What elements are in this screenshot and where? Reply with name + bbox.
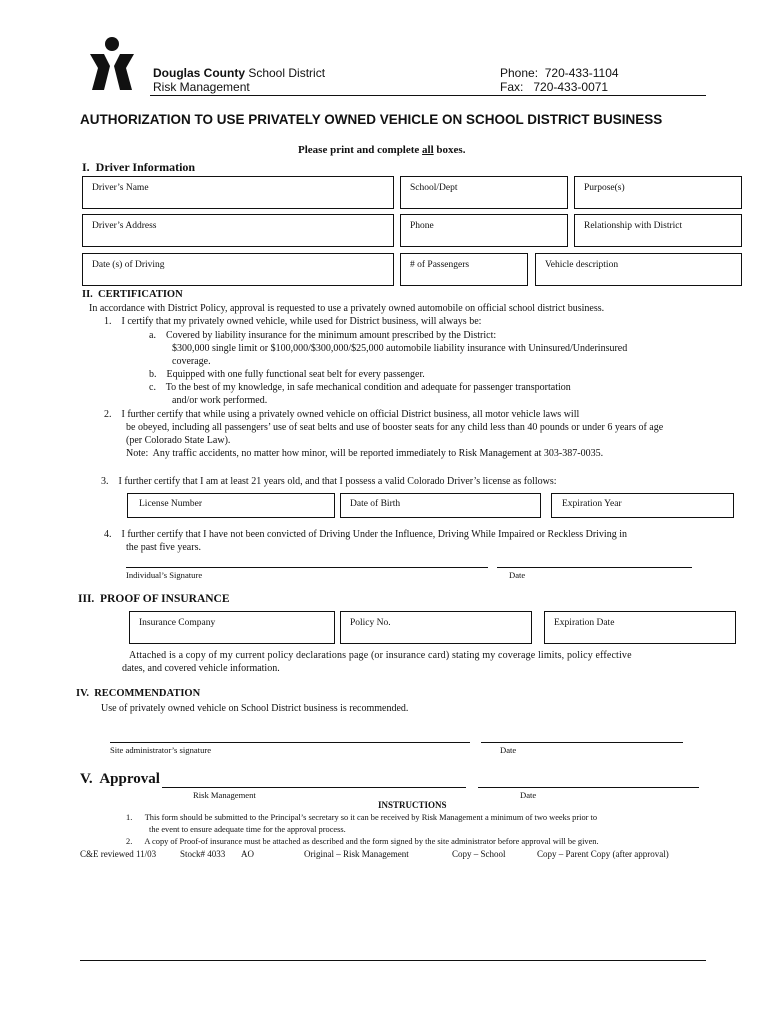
site-admin-signature-label: Site administrator’s signature [110,745,212,755]
insurance-attached-text: Attached is a copy of my current policy declarations page (or insurance card) stating my coverage limits, policy effective [129,650,632,661]
instruction-item-1: 1. This form should be submitted to the Principal’s secretary so it can be received by Risk Management a minimum of two weeks prior to [126,813,598,822]
insurance-company-field[interactable] [129,611,335,644]
form-title: AUTHORIZATION TO USE PRIVATELY OWNED VEHICLE ON SCHOOL DISTRICT BUSINESS [80,112,663,127]
form-instruction: Please print and complete all boxes. [298,144,466,156]
vehicle-description-label: Vehicle description [545,260,619,270]
drivers-address-label: Driver’s Address [92,221,157,231]
cert-item-1a-coverage: coverage. [172,356,211,367]
district-logo [86,36,138,92]
footer-copy-school: Copy – School [452,849,506,859]
purposes-field[interactable] [574,176,742,209]
header-rule [150,95,706,96]
cert-item-3: 3. I further certify that I am at least 21 years old, and that I possess a valid Colorado Driver’s license as follows: [101,476,557,487]
expiration-date-field[interactable] [544,611,736,644]
drivers-name-label: Driver’s Name [92,183,149,193]
relationship-field[interactable] [574,214,742,247]
relationship-label: Relationship with District [584,221,683,231]
footer-original: Original – Risk Management [304,849,409,859]
instruction-item-1-cont: the event to ensure adequate time for the approval process. [149,825,346,834]
insurance-company-label: Insurance Company [139,618,216,628]
approval-date-line[interactable] [478,787,699,788]
vehicle-description-field[interactable] [535,253,742,286]
cert-item-1a: a. Covered by liability insurance for the minimum amount prescribed by the District: [149,330,497,341]
certification-intro: In accordance with District Policy, approval is requested to use a privately owned automobile on official school district business. [89,303,605,314]
department-name: Risk Management [153,80,250,94]
license-number-field[interactable] [127,493,335,518]
cert-item-1: 1. I certify that my privately owned vehicle, while used for District business, will always be: [104,316,482,327]
section-certification-heading: II. CERTIFICATION [82,289,183,300]
individual-signature-label: Individual’s Signature [126,570,203,580]
instructions-heading: INSTRUCTIONS [378,800,447,810]
approval-date-label: Date [520,790,537,800]
policy-number-label: Policy No. [350,618,391,628]
purposes-label: Purpose(s) [584,183,625,193]
dates-of-driving-field[interactable] [82,253,394,286]
site-admin-date-label: Date [500,745,517,755]
cert-item-2: 2. I further certify that while using a privately owned vehicle on official District business, all motor vehicle laws will [104,409,580,420]
cert-item-4: 4. I further certify that I have not been convicted of Driving Under the Influence, Driving While Impaired or Reckless Driving in [104,529,627,540]
policy-number-field[interactable] [340,611,532,644]
cert-item-1a-limits: $300,000 single limit or $100,000/$300,000/$25,000 automobile liability insurance with Uninsured/Underinsured [172,343,628,354]
cert-item-1c-cont: and/or work performed. [172,395,268,406]
phone-label: Phone [410,221,434,231]
expiration-year-label: Expiration Year [562,499,622,509]
section-approval-heading: V. Approval [80,771,160,787]
dates-of-driving-label: Date (s) of Driving [92,260,165,270]
instruction-item-2: 2. A copy of Proof-of insurance must be attached as described and the form signed by the site administrator before approval will be given. [126,837,599,846]
cert-item-2-law: (per Colorado State Law). [126,435,231,446]
individual-date-line[interactable] [497,567,692,568]
drivers-address-field[interactable] [82,214,394,247]
expiration-date-label: Expiration Date [554,618,615,628]
passengers-label: # of Passengers [410,260,470,270]
site-admin-signature-line[interactable] [110,742,470,743]
date-of-birth-label: Date of Birth [350,499,401,509]
footer-reviewed: C&E reviewed 11/03 [80,849,157,859]
bottom-rule [80,960,706,961]
risk-management-signature-line[interactable] [162,787,466,788]
recommendation-text: Use of privately owned vehicle on School District business is recommended. [101,703,409,714]
passengers-field[interactable] [400,253,528,286]
expiration-year-field[interactable] [551,493,734,518]
section-recommendation-heading: IV. RECOMMENDATION [76,688,201,699]
phone: Phone: 720-433-1104 [500,66,619,80]
date-of-birth-field[interactable] [340,493,541,518]
license-number-label: License Number [139,499,203,509]
insurance-attached-text-cont: dates, and covered vehicle information. [122,663,280,674]
cert-item-2-cont: be obeyed, including all passengers’ use of seat belts and use of booster seats for any child less than 40 pounds or under 6 years of age [126,422,664,433]
phone-field[interactable] [400,214,568,247]
cert-item-2-note: Note: Any traffic accidents, no matter how minor, will be reported immediately to Risk Management at 303-387-0035. [126,448,604,459]
individual-date-label: Date [509,570,526,580]
section-driver-information-heading: I. Driver Information [82,160,196,174]
school-dept-field[interactable] [400,176,568,209]
footer-stock: Stock# 4033 [180,849,226,859]
footer-copy-parent: Copy – Parent Copy (after approval) [537,849,669,859]
cert-item-4-cont: the past five years. [126,542,201,553]
drivers-name-field[interactable] [82,176,394,209]
risk-management-label: Risk Management [193,790,256,800]
school-dept-label: School/Dept [410,183,458,193]
individual-signature-line[interactable] [126,567,488,568]
section-proof-of-insurance-heading: III. PROOF OF INSURANCE [78,593,230,605]
footer-ao: AO [241,849,254,859]
district-name: Douglas County School District [153,66,326,80]
cert-item-1c: c. To the best of my knowledge, in safe mechanical condition and adequate for passenger transportation [149,382,571,393]
fax: Fax: 720-433-0071 [500,80,609,94]
site-admin-date-line[interactable] [481,742,683,743]
cert-item-1b: b. Equipped with one fully functional seat belt for every passenger. [149,369,425,380]
